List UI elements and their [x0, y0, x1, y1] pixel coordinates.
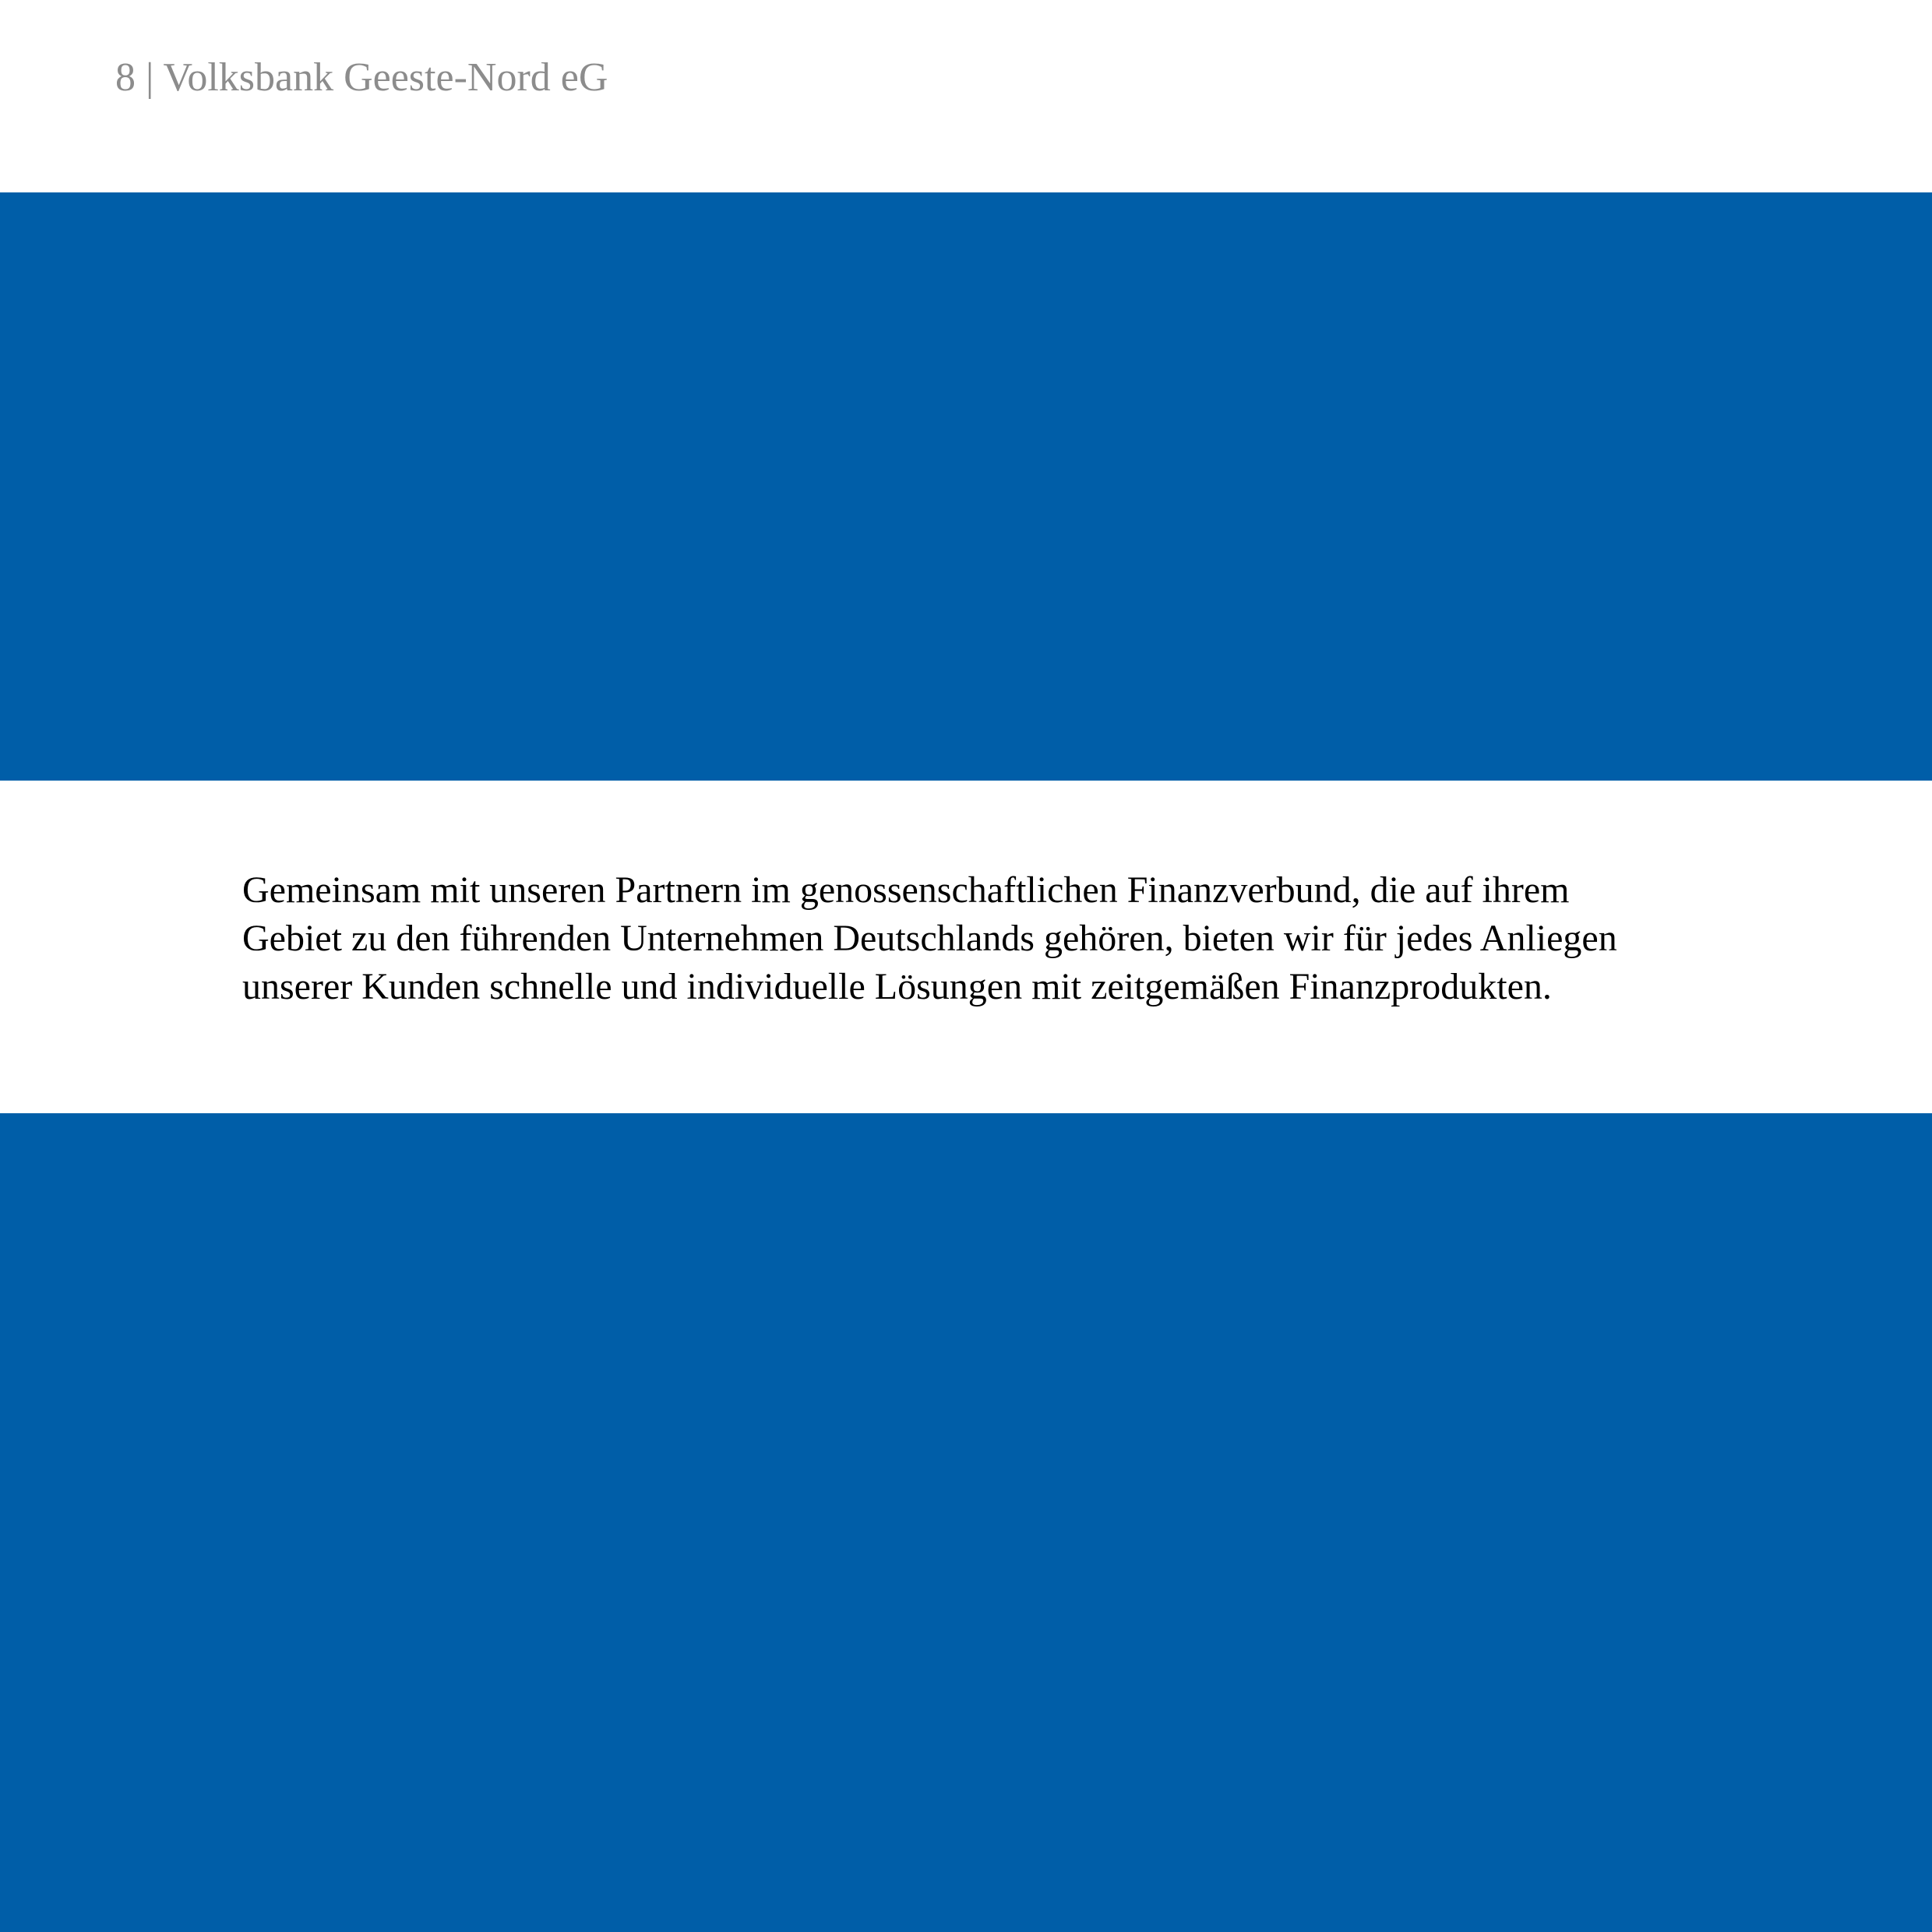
body-paragraph	[242, 866, 1800, 1011]
header-separator: |	[146, 55, 154, 100]
body-line-3: unserer Kunden schnelle und individuelle Lösungen mit zeitgemäßen Finanzprodukten.	[242, 966, 1552, 1007]
body-line-1: Gemeinsam mit unseren Partnern im genossenschaftlichen Finanzverbund, die auf ihrem	[242, 869, 1570, 911]
body-line-2: Gebiet zu den führenden Unternehmen Deutschlands gehören, bieten wir für jedes Anliegen	[242, 918, 1617, 959]
blue-band-bottom	[0, 1113, 1932, 1932]
publisher-name: Volksbank Geeste-Nord eG	[163, 55, 608, 100]
page-number: 8	[115, 55, 136, 100]
blue-band-top	[0, 192, 1932, 781]
running-header	[115, 53, 608, 103]
